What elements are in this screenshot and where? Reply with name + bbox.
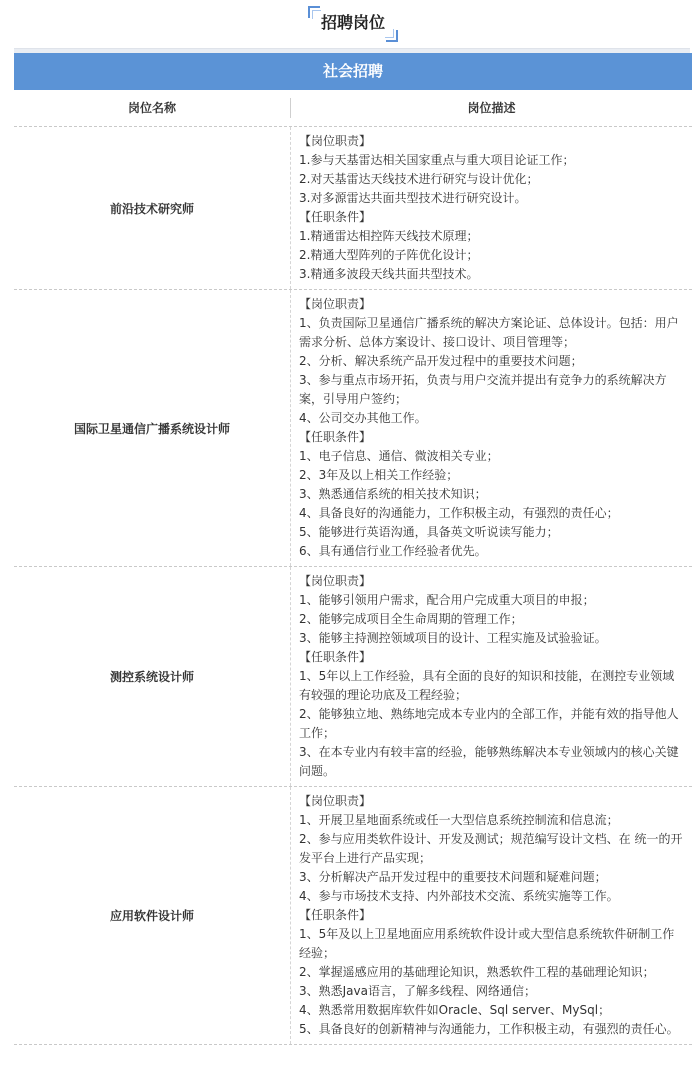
header-position-desc: 岗位描述: [467, 101, 516, 115]
description-line: 1.精通雷达相控阵天线技术原理；: [299, 229, 479, 243]
description-line: 3.精通多波段天线共面共型技术。: [299, 267, 479, 281]
description-line: 2.精通大型阵列的子阵优化设计；: [299, 248, 479, 262]
description-line: 5、能够进行英语沟通，具备英文听说读写能力；: [299, 525, 559, 539]
description-line: 1、负责国际卫星通信广播系统的解决方案论证、总体设计。包括：用户需求分析、总体方案设计、接口设计、项目管理等；: [299, 316, 679, 349]
description-line: 2.对天基雷达天线技术进行研究与设计优化；: [299, 172, 539, 186]
section-banner: 社会招聘: [14, 53, 692, 90]
description-line: 3、熟悉Java语言，了解多线程、网络通信；: [299, 984, 536, 998]
job-table-body: [14, 127, 692, 1045]
description-line: 【岗位职责】: [299, 297, 372, 311]
description-line: 3、参与重点市场开拓，负责与用户交流并提出有竞争力的系统解决方案，引导用户签约；: [299, 373, 667, 406]
page-title: 招聘岗位: [320, 13, 385, 32]
description-line: 3.对多源雷达共面共型技术进行研究设计。: [299, 191, 527, 205]
description-line: 2、掌握遥感应用的基础理论知识，熟悉软件工程的基础理论知识；: [299, 965, 655, 979]
description-line: 4、具备良好的沟通能力，工作积极主动，有强烈的责任心；: [299, 506, 619, 520]
description-line: 1、5年及以上卫星地面应用系统软件设计或大型信息系统软件研制工作经验；: [299, 927, 675, 960]
position-name: 国际卫星通信广播系统设计师: [14, 290, 291, 566]
description-line: 6、具有通信行业工作经验者优先。: [299, 544, 487, 558]
description-line: 3、在本专业内有较丰富的经验，能够熟练解决本专业领域内的核心关键问题。: [299, 745, 679, 778]
description-line: 1、开展卫星地面系统或任一大型信息系统控制流和信息流；: [299, 813, 619, 827]
description-line: 【任职条件】: [299, 908, 372, 922]
table-header: [14, 90, 692, 127]
description-line: 2、分析、解决系统产品开发过程中的重要技术问题；: [299, 354, 583, 368]
description-line: 2、参与应用类软件设计、开发及测试；规范编写设计文档、在 统一的开发平台上进行产品实现；: [299, 832, 683, 865]
description-line: 【岗位职责】: [299, 794, 372, 808]
position-description: [291, 567, 692, 786]
description-line: 3、熟悉通信系统的相关技术知识；: [299, 487, 487, 501]
page-title-block: [311, 8, 395, 38]
table-row: [14, 567, 692, 787]
position-description: [291, 290, 692, 566]
position-description: [291, 787, 692, 1044]
description-line: 【岗位职责】: [299, 134, 372, 148]
description-line: 4、参与市场技术支持、内外部技术交流、系统实施等工作。: [299, 889, 619, 903]
table-row: [14, 290, 692, 567]
position-name: 测控系统设计师: [14, 567, 291, 786]
table-row: [14, 127, 692, 290]
position-description: [291, 127, 692, 289]
description-line: 3、能够主持测控领域项目的设计、工程实施及试验验证。: [299, 631, 607, 645]
description-line: 2、3年及以上相关工作经验；: [299, 468, 459, 482]
description-line: 2、能够完成项目全生命周期的管理工作；: [299, 612, 523, 626]
description-line: 【岗位职责】: [299, 574, 372, 588]
description-line: 1、5年以上工作经验，具有全面的良好的知识和技能，在测控专业领域有较强的理论功底及工程经验；: [299, 669, 675, 702]
corner-bracket-bottom-right: [386, 30, 398, 42]
table-row: [14, 787, 692, 1045]
description-line: 1、能够引领用户需求，配合用户完成重大项目的申报；: [299, 593, 595, 607]
description-line: 2、能够独立地、熟练地完成本专业内的全部工作，并能有效的指导他人工作；: [299, 707, 679, 740]
description-line: 1、电子信息、通信、微波相关专业；: [299, 449, 499, 463]
description-line: 3、分析解决产品开发过程中的重要技术问题和疑难问题；: [299, 870, 607, 884]
description-line: 【任职条件】: [299, 430, 372, 444]
description-line: 【任职条件】: [299, 210, 372, 224]
position-name: 前沿技术研究师: [14, 127, 291, 289]
description-line: 4、熟悉常用数据库软件如Oracle、Sql server、MySql；: [299, 1003, 611, 1017]
header-position-name: 岗位名称: [127, 101, 176, 115]
description-line: 【任职条件】: [299, 650, 372, 664]
description-line: 1.参与天基雷达相关国家重点与重大项目论证工作；: [299, 153, 575, 167]
description-line: 5、具备良好的创新精神与沟通能力，工作积极主动，有强烈的责任心。: [299, 1022, 679, 1036]
position-name: 应用软件设计师: [14, 787, 291, 1044]
description-line: 4、公司交办其他工作。: [299, 411, 427, 425]
